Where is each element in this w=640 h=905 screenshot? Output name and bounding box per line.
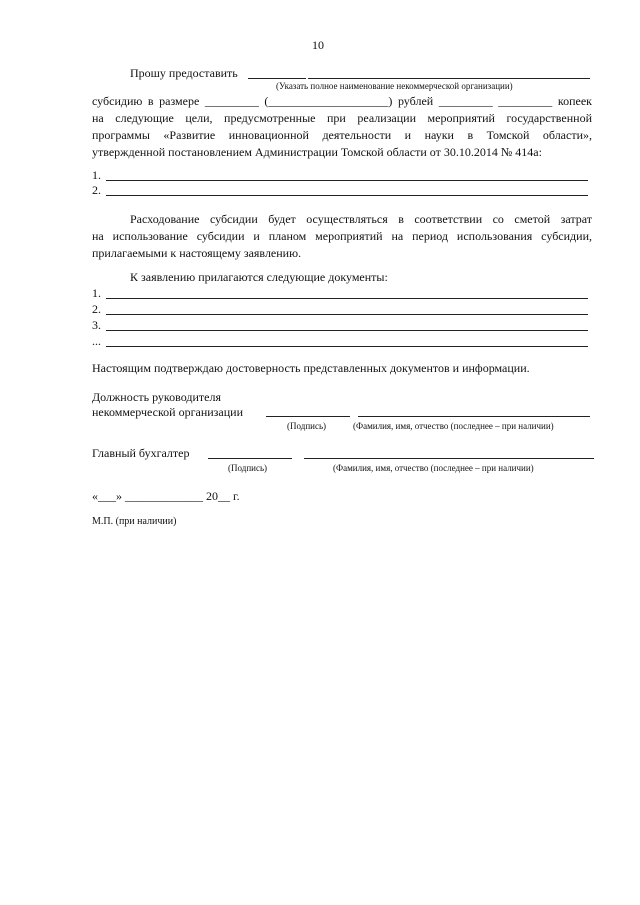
request-line-purpose: на следующие цели, предусмотренные при реализации мероприятий государственной — [92, 111, 592, 125]
spending-line-2: на использование субсидии и планом мероприятий на период использования субсидии, — [92, 229, 592, 243]
attachment-line-2[interactable] — [106, 314, 588, 315]
goal-item-label-1: 1. — [92, 168, 101, 182]
accountant-name-hint: (Фамилия, имя, отчество (последнее – при наличии) — [333, 463, 534, 473]
head-label-line1: Должность руководителя — [92, 390, 221, 404]
org-name-line-short[interactable] — [248, 78, 306, 79]
request-line-amount: субсидию в размере _________ (____________________) рублей _________ _________ копеек — [92, 94, 592, 108]
attachment-line-3[interactable] — [106, 330, 588, 331]
head-name-line[interactable] — [358, 416, 590, 417]
attachment-label-3: 3. — [92, 318, 101, 332]
accountant-signature-line[interactable] — [208, 458, 292, 459]
accountant-name-line[interactable] — [304, 458, 594, 459]
request-line-resolution: утвержденной постановлением Администрации Томской области от 30.10.2014 № 414а: — [92, 145, 542, 159]
accountant-label: Главный бухгалтер — [92, 446, 190, 460]
accountant-signature-hint: (Подпись) — [228, 463, 268, 473]
attachments-intro: К заявлению прилагаются следующие документы: — [130, 270, 388, 284]
head-signature-line[interactable] — [266, 416, 350, 417]
attachment-line-1[interactable] — [106, 298, 588, 299]
goal-item-line-1[interactable] — [106, 180, 588, 181]
attachment-line-more[interactable] — [106, 346, 588, 347]
date-line[interactable]: «___» _____________ 20__ г. — [92, 489, 240, 503]
org-name-line[interactable] — [308, 78, 590, 79]
attachment-label-1: 1. — [92, 286, 101, 300]
head-signature-hint: (Подпись) — [287, 421, 327, 431]
org-name-hint: (Указать полное наименование некоммерческой организации) — [276, 81, 513, 91]
attachment-label-more: ... — [92, 334, 101, 348]
confirmation-text: Настоящим подтверждаю достоверность представленных документов и информации. — [92, 361, 530, 375]
goal-item-label-2: 2. — [92, 183, 101, 197]
goal-item-line-2[interactable] — [106, 195, 588, 196]
head-name-hint: (Фамилия, имя, отчество (последнее – при наличии) — [353, 421, 554, 431]
request-lead: Прошу предоставить — [130, 66, 238, 80]
head-label-line2: некоммерческой организации — [92, 405, 244, 419]
page-number: 10 — [312, 38, 324, 52]
spending-paragraph — [92, 211, 592, 262]
spending-line-1: Расходование субсидии будет осуществляться в соответствии со сметой затрат — [130, 212, 592, 226]
spending-line-3: прилагаемыми к настоящему заявлению. — [92, 246, 302, 260]
stamp-note: М.П. (при наличии) — [92, 516, 177, 527]
request-line-program: программы «Развитие инновационной деятельности и науки в Томской области», — [92, 128, 592, 142]
request-paragraph — [92, 93, 592, 161]
attachment-label-2: 2. — [92, 302, 101, 316]
